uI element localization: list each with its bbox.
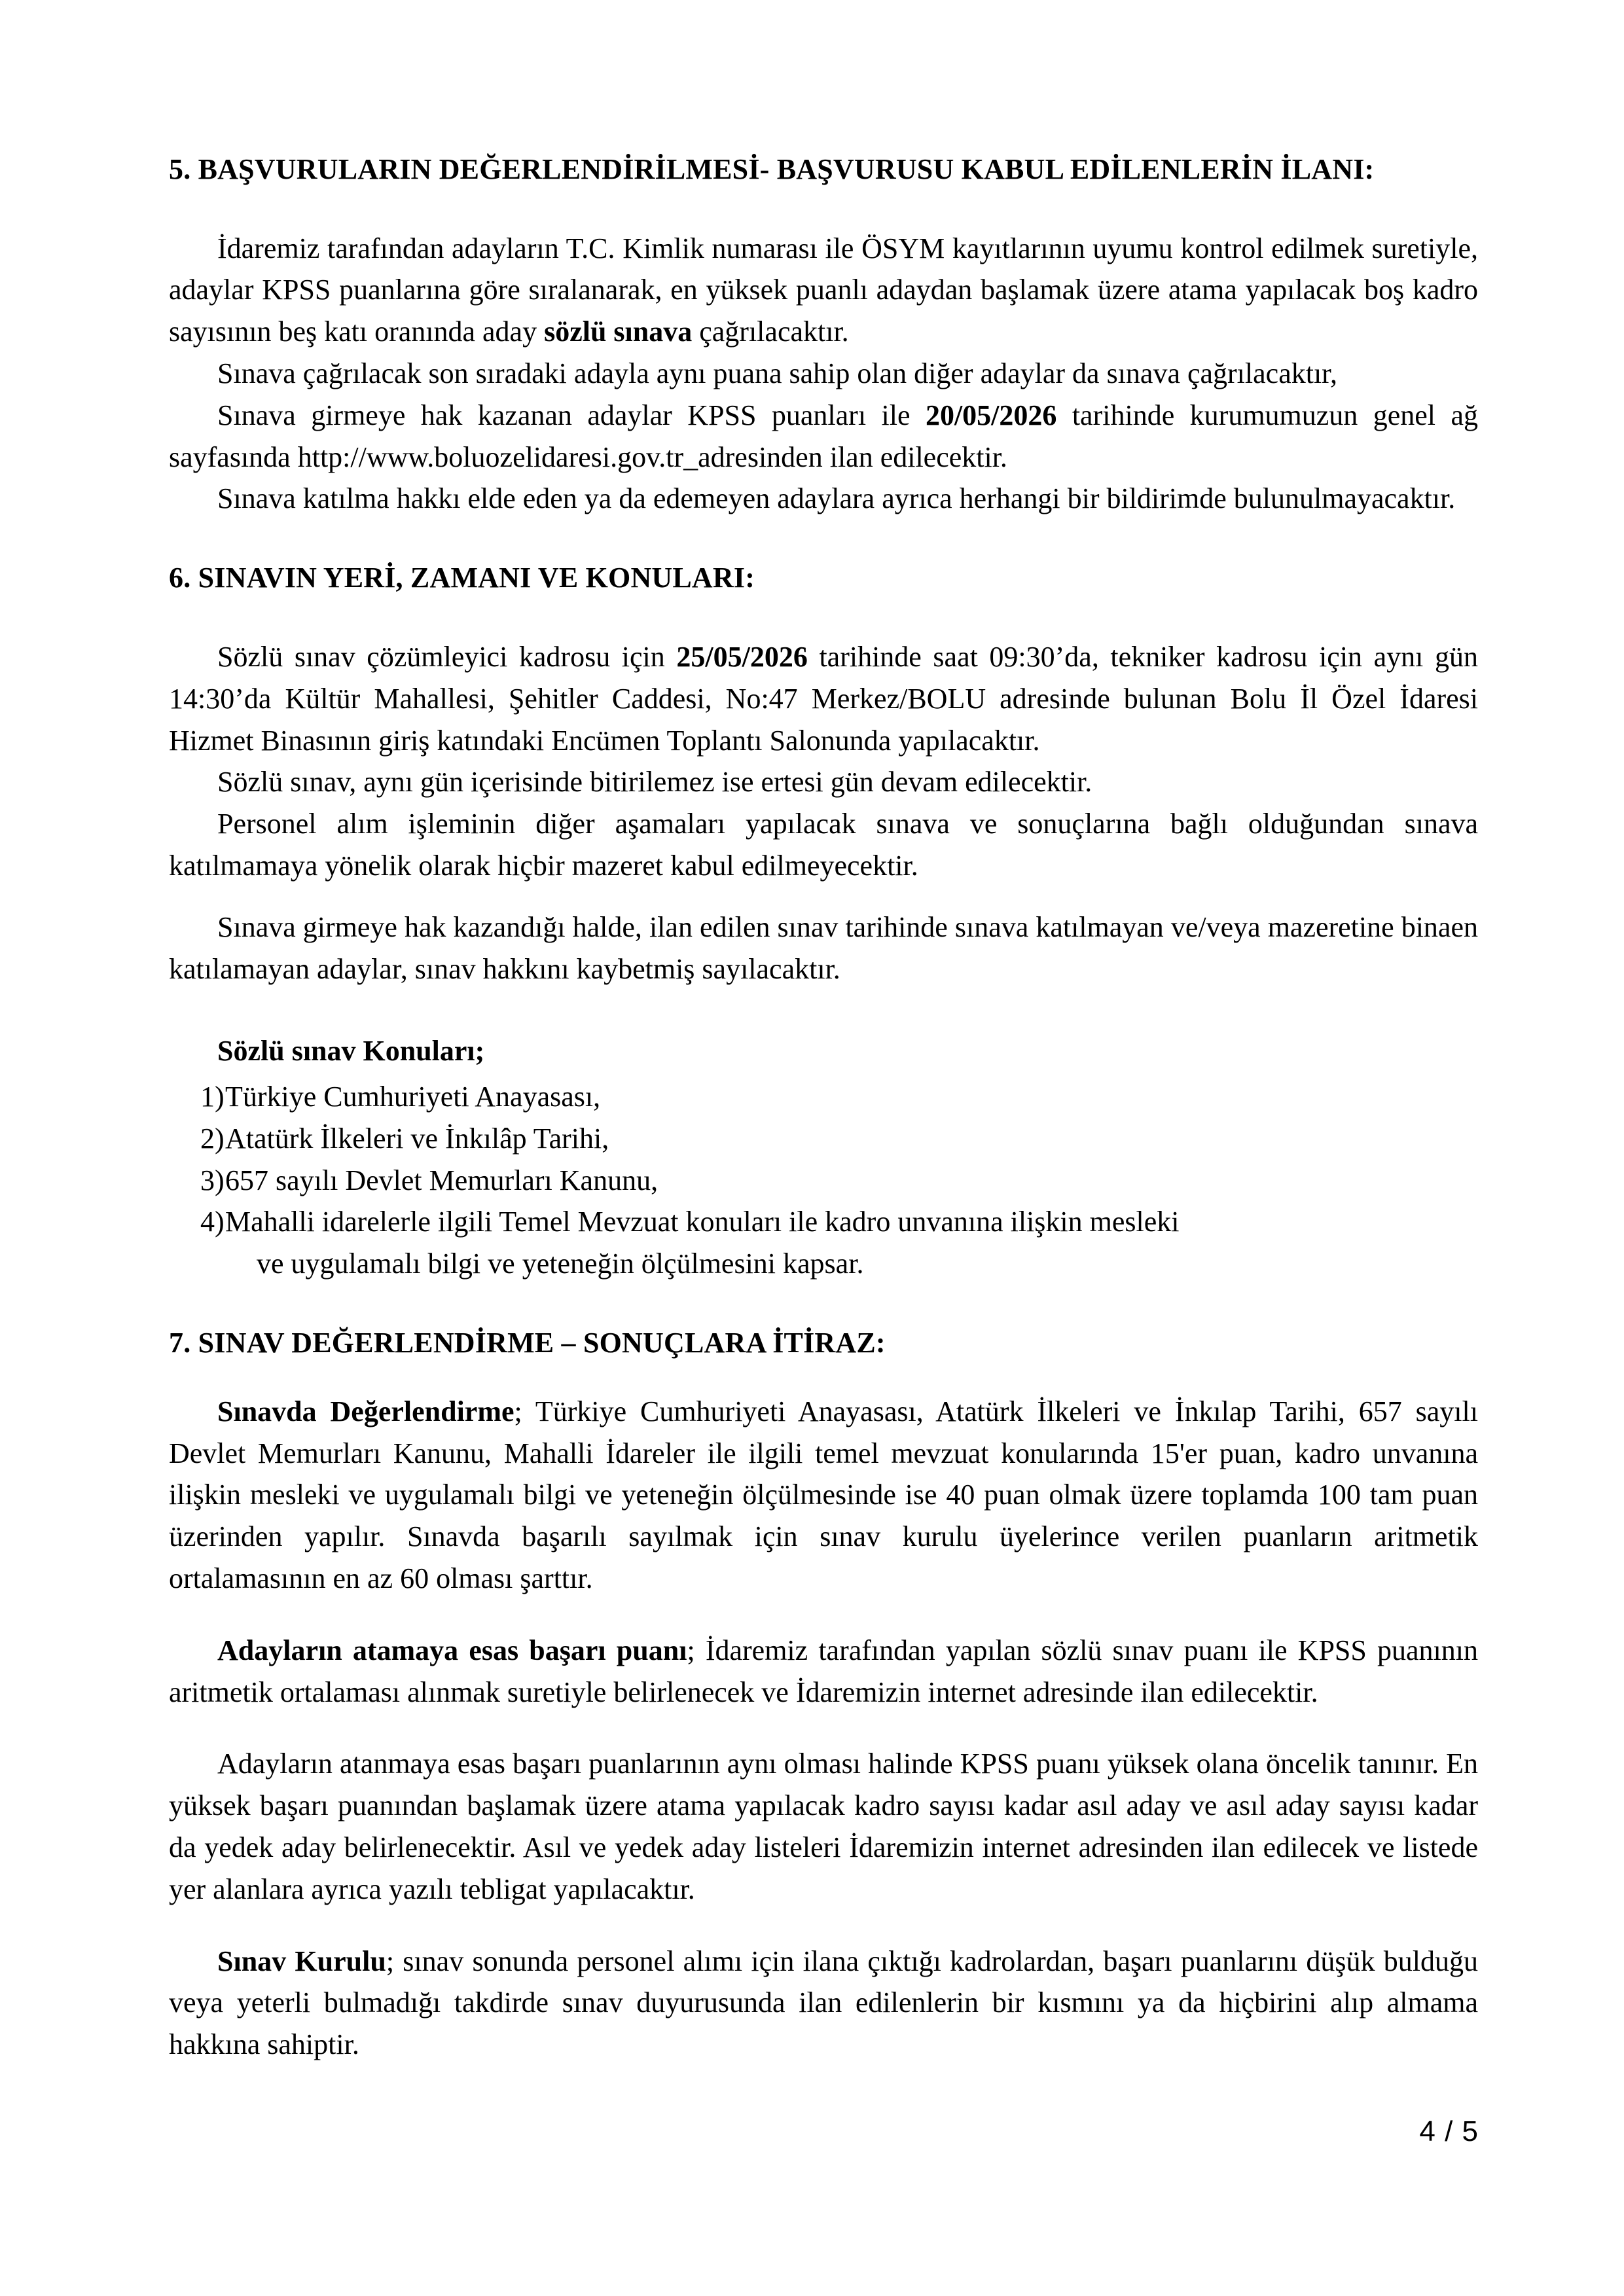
list-item bbox=[169, 1118, 1478, 1160]
section-5-paragraph-1-bold: sözlü sınava bbox=[544, 315, 693, 348]
sinavda-degerlendirme-label: Sınavda Değerlendirme bbox=[217, 1395, 514, 1427]
list-item-continuation: ve uygulamalı bilgi ve yeteneğin ölçülmesini kapsar. bbox=[257, 1247, 864, 1280]
page-number: 4 / 5 bbox=[1419, 2115, 1479, 2147]
list-item-marker: 1) bbox=[200, 1081, 225, 1113]
list-item-label: Atatürk İlkeleri ve İnkılâp Tarihi, bbox=[225, 1122, 609, 1155]
section-6-heading: 6. SINAVIN YERİ, ZAMANI VE KONULARI: bbox=[169, 562, 755, 594]
section-5-paragraph-3-text-c: _adresinden ilan edilecektir. bbox=[683, 440, 1007, 473]
spacer bbox=[169, 1600, 1478, 1630]
section-5-paragraph-3-text-b: tarihinde kurumumuzun genel ağ sayfasında bbox=[169, 399, 1479, 473]
list-item-label: Mahalli idarelerle ilgili Temel Mevzuat konuları ile kadro unvanına ilişkin mesleki bbox=[225, 1206, 1180, 1238]
section-5-heading: 5. BAŞVURULARIN DEĞERLENDİRİLMESİ- BAŞVURUSU KABUL EDİLENLERİN İLANI: bbox=[169, 153, 1375, 185]
section-7-paragraph-4 bbox=[169, 1941, 1478, 2066]
spacer bbox=[169, 1910, 1478, 1941]
section-6-paragraph-1-text-a: Sözlü sınav çözümleyici kadrosu için bbox=[217, 640, 677, 673]
section-7-paragraph-3: Adayların atanmaya esas başarı puanlarının aynı olması halinde KPSS puanı yüksek olana öncelik tanınır. En yüksek başarı puanından başlamak üzere atama yapılacak kadro sayısı kadar asıl aday ve asıl aday sayısı kadar da yedek aday belirlenecektir. Asıl ve yedek aday listeleri İdaremizin internet adresinden ilan edilecek ve listede yer alanlara ayrıca yazılı tebligat yapılacaktır. bbox=[169, 1748, 1478, 1905]
section-6-paragraph-4: Sınava girmeye hak kazandığı halde, ilan edilen sınav tarihinde sınava katılmayan ve/veya mazeretine binaen katılamayan adaylar, sınav hakkını kaybetmiş sayılacaktır. bbox=[169, 910, 1478, 985]
list-item-marker: 4) bbox=[200, 1206, 225, 1238]
spacer bbox=[169, 1285, 1478, 1325]
oral-exam-topics-title: Sözlü sınav Konuları; bbox=[217, 1035, 485, 1067]
section-7-heading: 7. SINAV DEĞERLENDİRME – SONUÇLARA İTİRAZ: bbox=[169, 1327, 886, 1359]
list-item bbox=[169, 1076, 1478, 1118]
list-item bbox=[169, 1160, 1478, 1202]
section-5-paragraph-1-text-a: İdaremiz tarafından adayların T.C. Kimlik numarası ile ÖSYM kayıtlarının uyumu kontrol edilmek suretiyle, adaylar KPSS puanlarına göre sıralanarak, en yüksek puanlı adaydan başlamak üzere atama yapılacak boş kadro sayısının beş katı oranında aday bbox=[169, 232, 1478, 348]
section-6-paragraph-2: Sözlü sınav, aynı gün içerisinde bitirilemez ise ertesi gün devam edilecektir. bbox=[217, 766, 1092, 798]
section-7-paragraph-1 bbox=[169, 1391, 1478, 1600]
boluozelidaresi-url[interactable]: http://www.boluozelidaresi.gov.tr bbox=[297, 440, 684, 473]
adaylarin-basari-puani-label: Adayların atamaya esas başarı puanı bbox=[217, 1634, 687, 1666]
section-5-paragraph-3 bbox=[169, 395, 1478, 478]
list-item bbox=[169, 1201, 1478, 1243]
oral-exam-topics-list bbox=[169, 1076, 1478, 1243]
list-item-label: Türkiye Cumhuriyeti Anayasası, bbox=[225, 1081, 601, 1113]
spacer bbox=[169, 596, 1478, 636]
list-item-marker: 2) bbox=[200, 1122, 225, 1155]
section-5-paragraph-1 bbox=[169, 228, 1478, 353]
list-item-marker: 3) bbox=[200, 1164, 225, 1196]
spacer bbox=[169, 520, 1478, 560]
section-6-paragraph-3: Personel alım işleminin diğer aşamaları yapılacak sınava ve sonuçlarına bağlı olduğundan sınava katılmamaya yönelik olarak hiçbir mazeret kabul edilmeyecektir. bbox=[169, 808, 1478, 882]
section-6-paragraph-1-date: 25/05/2026 bbox=[676, 640, 808, 673]
section-7-paragraph-2-text: ; İdaremiz tarafından yapılan sözlü sınav puanı ile KPSS puanının aritmetik ortalaması alınmak suretiyle belirlenecek ve İdaremizin internet adresinde ilan edilecektir. bbox=[169, 1634, 1478, 1708]
section-6-paragraph-1-text-b: tarihinde saat 09:30’da, tekniker kadrosu için aynı gün 14:30’da Kültür Mahallesi, Şehitler Caddesi, No:47 Merkez/BOLU adresinde bulunan Bolu İl Özel İdaresi Hizmet Binasının giriş katındaki Encümen Toplantı Salonunda yapılacaktır. bbox=[169, 640, 1478, 757]
list-item-label: 657 sayılı Devlet Memurları Kanunu, bbox=[225, 1164, 659, 1196]
page-content bbox=[169, 152, 1478, 2066]
sinav-kurulu-label: Sınav Kurulu bbox=[217, 1945, 386, 1977]
section-5-paragraph-4: Sınava katılma hakkı elde eden ya da edemeyen adaylara ayrıca herhangi bir bildirimde bulunulmayacaktır. bbox=[217, 482, 1456, 515]
section-5-paragraph-2: Sınava çağrılacak son sıradaki adayla aynı puana sahip olan diğer adaylar da sınava çağrılacaktır, bbox=[217, 357, 1338, 390]
spacer bbox=[169, 187, 1478, 228]
section-7-paragraph-1-text: ; Türkiye Cumhuriyeti Anayasası, Atatürk İlkeleri ve İnkılap Tarihi, 657 sayılı Devlet Memurları Kanunu, Mahalli İdareler ile ilgili temel mevzuat konularında 15'er puan, kadro unvanına ilişkin mesleki ve uygulamalı bilgi ve yeteneğin ölçülmesinde ise 40 puan olmak üzere toplamda 100 tam puan üzerinden yapılır. Sınavda başarılı sayılmak için sınav kurulu üyelerince verilen puanların aritmetik ortalamasının en az 60 olması şarttır. bbox=[169, 1395, 1478, 1594]
section-5-paragraph-3-text-a: Sınava girmeye hak kazanan adaylar KPSS puanları ile bbox=[217, 399, 926, 431]
section-7-paragraph-2 bbox=[169, 1630, 1478, 1713]
section-5-paragraph-3-date: 20/05/2026 bbox=[925, 399, 1057, 431]
section-7-paragraph-4-text: ; sınav sonunda personel alımı için ilana çıktığı kadrolardan, başarı puanlarını düşük bulduğu veya yeterli bulmadığı takdirde sınav duyurusunda ilan edilenlerin bir kısmını ya da hiçbirini alıp almama hakkına sahiptir. bbox=[169, 1945, 1479, 2061]
section-6-paragraph-1 bbox=[169, 636, 1478, 761]
spacer bbox=[169, 887, 1478, 906]
spacer bbox=[169, 1361, 1478, 1391]
spacer bbox=[169, 990, 1478, 1030]
spacer bbox=[169, 1713, 1478, 1743]
section-5-paragraph-1-text-b: çağrılacaktır. bbox=[692, 315, 849, 348]
